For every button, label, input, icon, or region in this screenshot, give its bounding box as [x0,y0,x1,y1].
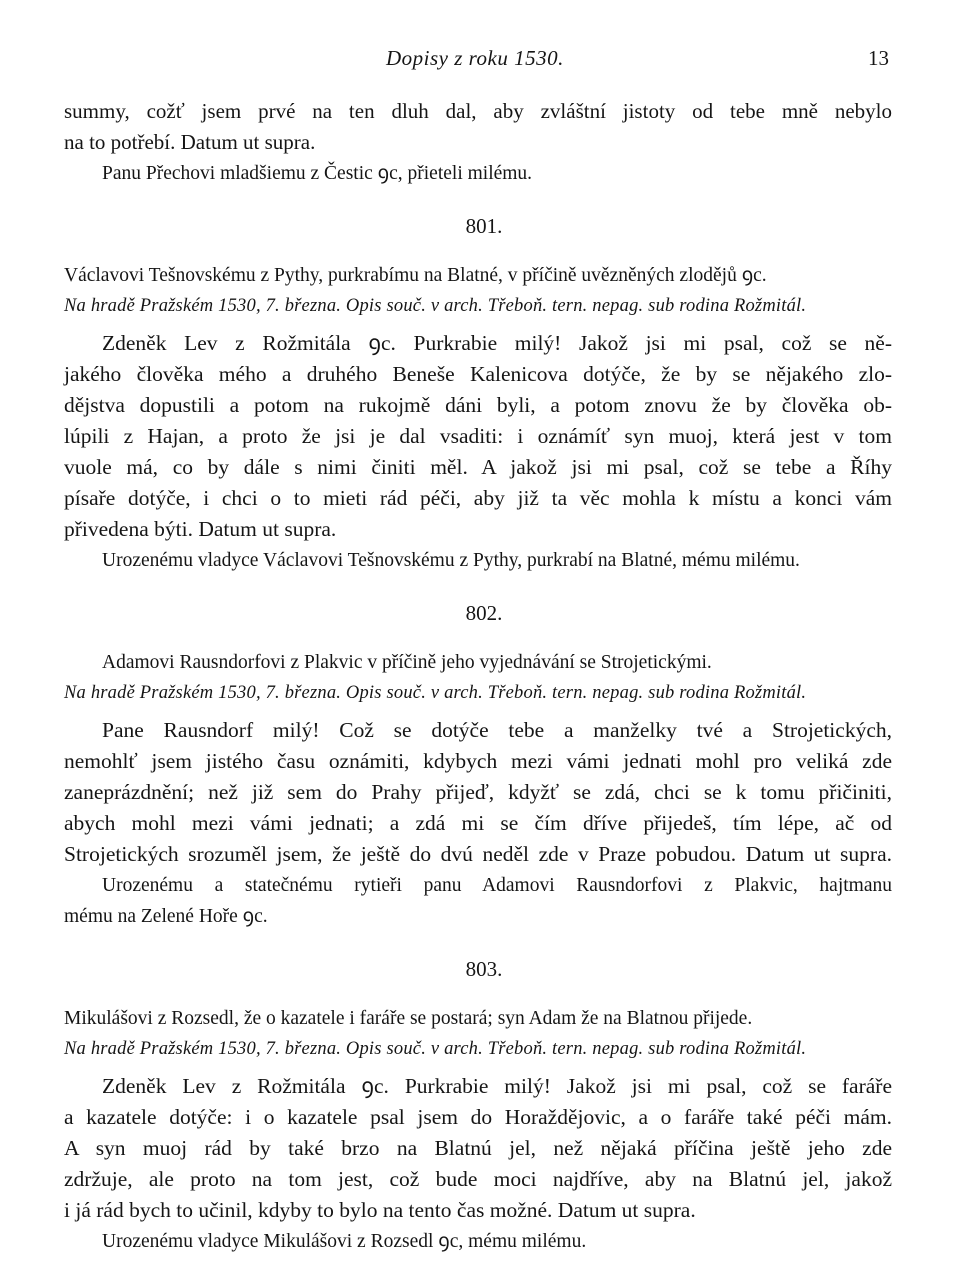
letter-body [64,1071,892,1226]
letter-address: Urozenému a statečnému rytieři panu Adamovi Rausndorfovi z Plakvic, hajtmanu [102,875,892,896]
body-line: Zdeněk Lev z Rožmitála ꝯc. Purkrabie milý! Jakož jsi mi psal, což se faráře [102,1074,892,1098]
body-line: lúpili z Hajan, a proto že jsi je dal vsaditi: i oznámíť syn muoj, která jest v tom [64,424,892,448]
letter-source: Na hradě Pražském 1530, 7. března. Opis souč. v arch. Třeboň. tern. nepag. sub rodina Rožmitál. [64,1039,807,1059]
letter-number: 803. [465,957,503,981]
body-line: přivedena býti. Datum ut supra. [64,517,337,541]
body-line: abych mohl mezi vámi jednati; a zdá mi se čím dříve přijedeš, tím lépe, ač od [64,811,892,835]
letter-summary: Adamovi Rausndorfovi z Plakvic v příčině jeho vyjednávání se Strojetickými. [102,652,712,673]
letter-summary: Václavovi Tešnovskému z Pythy, purkrabímu na Blatné, v příčině uvězněných zlodějů ꝯc. [64,265,767,286]
body-line: písaře dotýče, i chci o to mieti rád péči, aby již ta věc mohla k místu a konci vám [64,486,892,510]
body-line: zaneprázdnění; než již sem do Prahy přijeď, kdyžť se zdá, chci se k tomu přičiniti, [64,780,892,804]
letter-801 [64,211,892,576]
body-line: A syn muoj rád by také brzo na Blatnú jel, než nějaká příčina ještě jeho zde [64,1136,892,1160]
letter-address: mému na Zelené Hoře ꝯc. [64,906,268,927]
page-content [64,96,892,1257]
letter-803 [64,954,892,1257]
letter-source: Na hradě Pražském 1530, 7. března. Opis souč. v arch. Třeboň. tern. nepag. sub rodina Rožmitál. [64,296,807,316]
letter-address: Urozenému vladyce Mikulášovi z Rozsedl ꝯc, mému milému. [102,1231,587,1252]
body-line: Strojetických srozuměl jsem, že ještě do dvú neděl zde v Praze pobudou. Datum ut supra. [64,842,892,866]
intro-paragraph [64,96,892,158]
running-head [0,44,960,76]
body-line: i já rád bych to učinil, kdyby to bylo na tento čas možné. Datum ut supra. [64,1198,696,1222]
letter-summary: Mikulášovi z Rozsedl, že o kazatele i faráře se postará; syn Adam že na Blatnou přijede. [64,1008,753,1029]
letter-address: Urozenému vladyce Václavovi Tešnovskému z Pythy, purkrabí na Blatné, mému milému. [102,550,800,571]
letter-number: 801. [465,214,503,238]
letter-number: 802. [465,601,503,625]
body-line: Pane Rausndorf milý! Což se dotýče tebe a manželky tvé a Strojetických, [102,718,892,742]
running-title: Dopisy z roku 1530. [386,46,564,70]
letter-body [64,715,892,870]
page-number: 13 [868,46,889,70]
intro-address: Panu Přechovi mladšiemu z Čestic ꝯc, přieteli milému. [102,163,533,184]
body-line: vuole má, co by dále s nimi činiti měl. A jakož jsi mi psal, což se tebe a Říhy [64,455,892,479]
letter-source: Na hradě Pražském 1530, 7. března. Opis souč. v arch. Třeboň. tern. nepag. sub rodina Rožmitál. [64,683,807,703]
body-line: zdržuje, ale proto na tom jest, což bude moci najdříve, aby na Blatnú jel, jakož [64,1167,892,1191]
intro-line: na to potřebí. Datum ut supra. [64,130,316,154]
body-line: jakého člověka mého a druhého Beneše Kalenicova dotýče, že by se nějakého zlo- [64,362,892,386]
body-line: dějstva dopustili a potom na rukojmě dáni byli, a potom znovu že by člověka ob- [64,393,892,417]
letter-body [64,328,892,545]
body-line: a kazatele dotýče: i o kazatele psal jsem do Horažděјovic, a o faráře také péči mám. [64,1105,892,1129]
letter-802 [64,598,892,932]
body-line: Zdeněk Lev z Rožmitála ꝯc. Purkrabie milý! Jakož jsi mi psal, což se ně- [102,331,892,355]
intro-line: summy, cožť jsem prvé na ten dluh dal, aby zvláštní jistoty od tebe mně nebylo [64,99,892,123]
body-line: nemohlť jsem jistého času oznámiti, kdybych mezi vámi jednati mohl pro veliká zde [64,749,892,773]
